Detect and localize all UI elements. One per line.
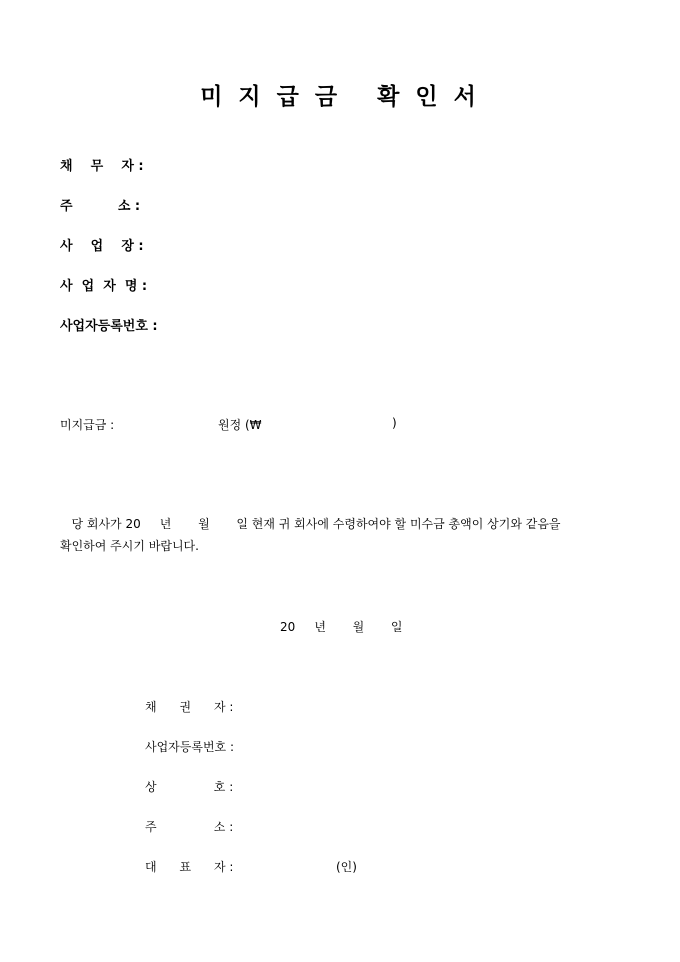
creditor-name-label: 채 권 자 :: [145, 700, 234, 714]
confirmation-paragraph-line-2: 확인하여 주시기 바랍니다.: [60, 539, 199, 553]
document-title: 미 지 급 금 확 인 서: [200, 83, 480, 110]
date-line: 20 년 월 일: [280, 620, 403, 634]
creditor-reg-no-label: 사업자등록번호 :: [145, 740, 235, 754]
amount-close-paren: ): [392, 416, 397, 430]
debtor-business-name-label: 사 업 자 명 :: [60, 279, 148, 294]
creditor-company-label: 상 호 :: [145, 780, 234, 794]
confirmation-paragraph-line-1: 당 회사가 20 년 월 일 현재 귀 회사에 수령하여야 할 미수금 총액이 상기와 같음을: [60, 517, 561, 531]
creditor-address-label: 주 소 :: [145, 820, 234, 834]
amount-label: 미지급금 :: [60, 418, 115, 432]
debtor-name-label: 채 무 자 :: [60, 159, 144, 174]
amount-won-label: 원정 (₩: [218, 418, 262, 432]
debtor-place-label: 사 업 장 :: [60, 239, 144, 254]
creditor-rep-label: 대 표 자 :: [145, 860, 234, 874]
debtor-reg-no-label: 사업자등록번호 :: [60, 319, 158, 334]
debtor-address-label: 주 소 :: [60, 199, 141, 214]
seal-mark: (인): [336, 860, 357, 874]
